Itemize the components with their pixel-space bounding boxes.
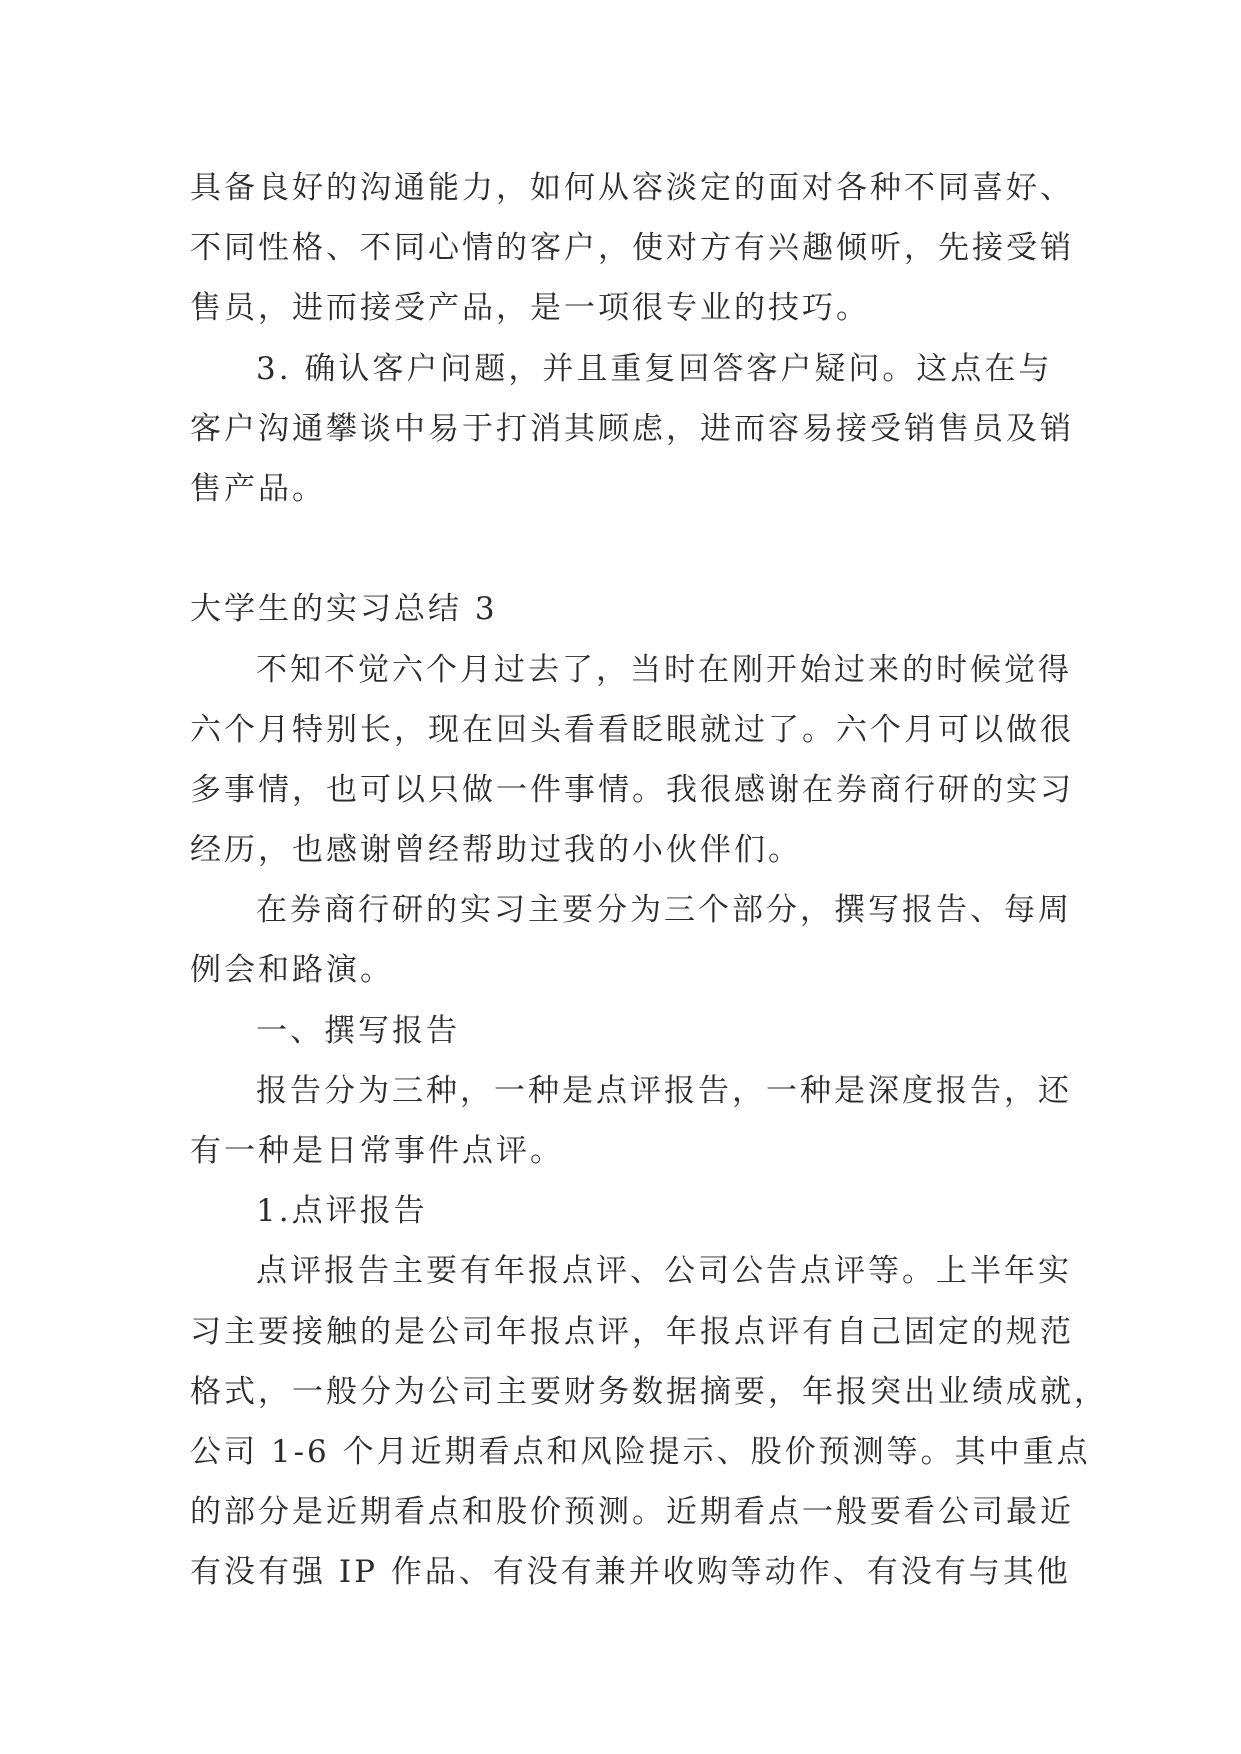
paragraph-line: 格式，一般分为公司主要财务数据摘要，年报突出业绩成就， (190, 1373, 1108, 1410)
paragraph-line: 例会和路演。 (190, 952, 394, 989)
paragraph-line: 售产品。 (190, 470, 326, 507)
section-heading: 大学生的实习总结 3 (190, 591, 498, 628)
paragraph-line: 六个月特别长，现在回头看看眨眼就过了。六个月可以做很 (190, 711, 1074, 748)
paragraph-line: 在券商行研的实习主要分为三个部分，撰写报告、每周 (256, 892, 1072, 929)
section-gap (190, 519, 1070, 579)
paragraph-line: 经历，也感谢曾经帮助过我的小伙伴们。 (190, 832, 802, 869)
paragraph-line: 报告分为三种，一种是点评报告，一种是深度报告，还 (256, 1072, 1072, 1109)
paragraph-line: 有一种是日常事件点评。 (190, 1133, 564, 1169)
paragraph-line: 有没有强 IP 作品、有没有兼并收购等动作、有没有与其他 (190, 1554, 1071, 1591)
paragraph-line: 多事情，也可以只做一件事情。我很感谢在券商行研的实习 (190, 771, 1074, 808)
paragraph-line: 的部分是近期看点和股价预测。近期看点一般要看公司最近 (190, 1494, 1074, 1531)
paragraph-line: 3. 确认客户问题，并且重复回答客户疑问。这点在与 (256, 350, 1053, 387)
paragraph-line: 不知不觉六个月过去了，当时在刚开始过来的时候觉得 (256, 651, 1072, 688)
subheading: 1.点评报告 (256, 1193, 428, 1230)
paragraph-line: 具备良好的沟通能力，如何从容淡定的面对各种不同喜好、 (190, 170, 1074, 206)
paragraph-line: 客户沟通攀谈中易于打消其顾虑，进而容易接受销售员及销 (190, 410, 1074, 447)
paragraph-line: 公司 1-6 个月近期看点和风险提示、股价预测等。其中重点 (190, 1433, 1091, 1470)
paragraph-line: 售员，进而接受产品，是一项很专业的技巧。 (190, 290, 870, 327)
paragraph-line: 不同性格、不同心情的客户，使对方有兴趣倾听，先接受销 (190, 230, 1074, 267)
paragraph-line: 习主要接触的是公司年报点评，年报点评有自己固定的规范 (190, 1313, 1074, 1350)
document-body (190, 158, 1108, 1603)
paragraph-line: 点评报告主要有年报点评、公司公告点评等。上半年实 (256, 1253, 1072, 1290)
subheading: 一、撰写报告 (256, 1012, 460, 1049)
